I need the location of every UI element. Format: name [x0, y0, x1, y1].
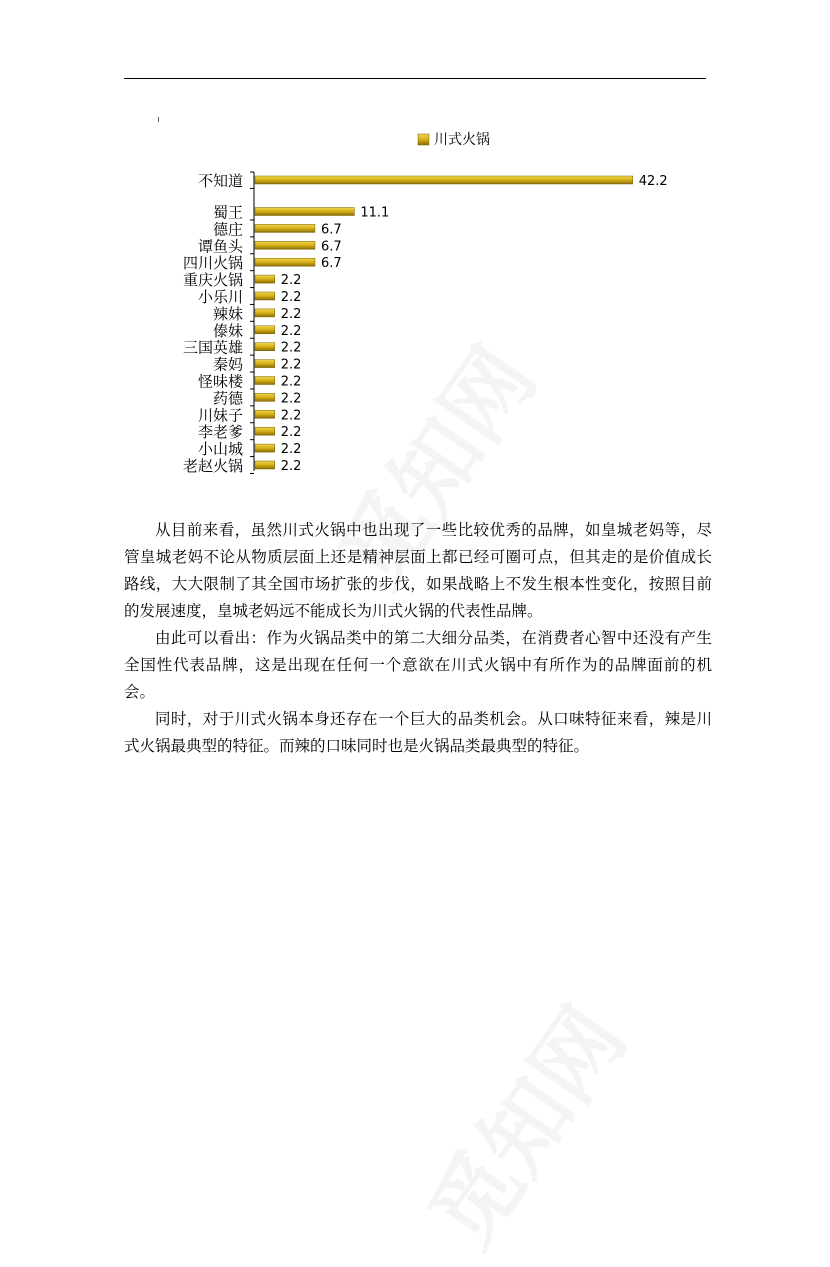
value-label: 2.2 — [280, 425, 302, 441]
bar-4 — [255, 241, 315, 249]
bar-1 — [255, 176, 633, 184]
category-label: 德庄 — [212, 220, 243, 239]
paragraph-2: 由此可以看出：作为火锅品类中的第二大细分品类，在消费者心智中还没有产生全国性代表品牌，这是出现在任何一个意欲在川式火锅中有所作为的品牌面前的机会。 — [124, 629, 712, 701]
category-label: 谭鱼头 — [197, 237, 243, 256]
bar-5 — [255, 258, 315, 266]
bar-11 — [255, 360, 275, 368]
value-label: 6.7 — [320, 239, 342, 255]
category-label: 辣妹 — [212, 304, 243, 323]
category-label: 不知道 — [197, 172, 243, 190]
value-label: 11.1 — [360, 205, 390, 221]
value-label: 2.2 — [280, 290, 302, 305]
value-label: 6.7 — [320, 256, 342, 272]
value-label: 2.2 — [280, 442, 302, 458]
category-label: 傣妹 — [212, 321, 243, 340]
value-label: 2.2 — [280, 374, 302, 390]
bar-9 — [255, 326, 275, 334]
category-label: 怪味楼 — [197, 372, 243, 391]
category-label: 蜀王 — [212, 203, 243, 222]
value-label: 2.2 — [280, 306, 302, 322]
bar-17 — [255, 461, 275, 469]
bar-10 — [255, 343, 275, 351]
bar-16 — [255, 444, 275, 452]
value-label: 2.2 — [280, 340, 302, 356]
paragraph-3: 同时，对于川式火锅本身还存在一个巨大的品类机会。从口味特征来看，辣是川式火锅最典型的特征。而辣的口味同时也是火锅品类最典型的特征。 — [124, 710, 712, 755]
brand-awareness-bar-chart — [0, 0, 830, 500]
value-label: 2.2 — [280, 408, 302, 424]
bar-15 — [255, 427, 275, 435]
paragraph-1: 从目前来看，虽然川式火锅中也出现了一些比较优秀的品牌，如皇城老妈等，尽管皇城老妈不论从物质层面上还是精神层面上都已经可圈可点，但其走的是价值成长路线，大大限制了其全国市场扩张的步伐，如果战略上不发生根本性变化，按照目前的发展速度，皇城老妈远不能成长为川式火锅的代表性品牌。 — [124, 521, 712, 620]
legend-swatch — [418, 134, 429, 145]
category-label: 川妹子 — [197, 406, 243, 425]
value-label: 2.2 — [280, 391, 302, 407]
bar-13 — [255, 393, 275, 401]
value-label: 2.2 — [280, 357, 302, 373]
category-label: 三国英雄 — [182, 338, 243, 357]
value-label: 42.2 — [638, 174, 668, 189]
bar-6 — [255, 275, 275, 283]
bar-12 — [255, 377, 275, 385]
value-label: 6.7 — [320, 222, 342, 238]
category-label: 小乐川 — [197, 288, 243, 306]
value-label: 2.2 — [280, 273, 302, 289]
category-label: 重庆火锅 — [182, 271, 243, 290]
category-label: 药德 — [212, 389, 243, 408]
chart-legend — [418, 132, 490, 148]
bar-3 — [255, 224, 315, 232]
value-label: 2.2 — [280, 323, 302, 339]
category-label: 四川火锅 — [182, 254, 243, 273]
bar-2 — [255, 208, 354, 216]
bar-7 — [255, 292, 275, 300]
category-label: 秦妈 — [212, 355, 243, 374]
legend-label: 川式火锅 — [434, 132, 490, 148]
bar-8 — [255, 309, 275, 317]
category-label: 李老爹 — [197, 423, 243, 442]
watermark-text — [395, 979, 650, 1267]
category-label: 老赵火锅 — [182, 457, 243, 475]
value-label: 2.2 — [280, 459, 302, 474]
bar-14 — [255, 410, 275, 418]
category-label: 小山城 — [197, 440, 243, 459]
